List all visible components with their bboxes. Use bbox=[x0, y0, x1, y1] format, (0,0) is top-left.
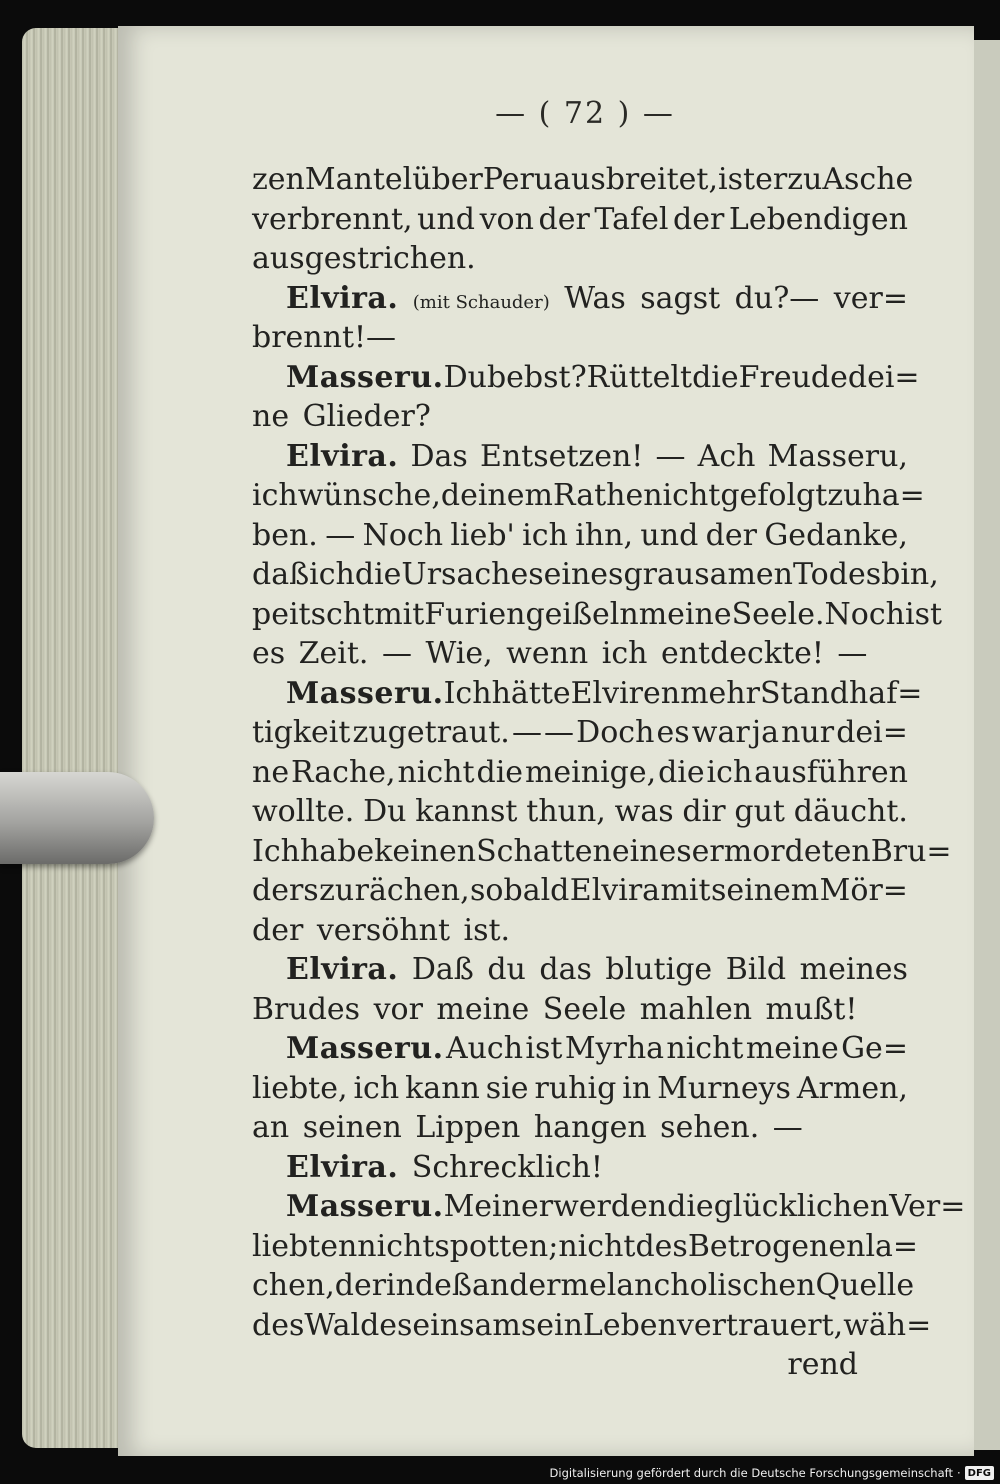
word: peitscht bbox=[252, 596, 375, 632]
speaker-name: Masseru. bbox=[286, 1189, 444, 1224]
word: über bbox=[412, 162, 483, 197]
word: liebte, bbox=[252, 1070, 348, 1106]
word: dei= bbox=[836, 715, 908, 750]
word: Freude bbox=[738, 359, 848, 395]
word: mahlen bbox=[639, 991, 753, 1027]
text-line bbox=[252, 516, 908, 556]
word: die bbox=[692, 359, 739, 395]
word: werden bbox=[553, 1189, 668, 1224]
word: nur bbox=[781, 715, 835, 750]
word: Doch bbox=[576, 715, 655, 750]
word: die bbox=[658, 754, 705, 790]
word: deinem bbox=[440, 478, 553, 513]
word: grausamen bbox=[623, 557, 793, 592]
word: sobald bbox=[470, 873, 570, 908]
word: kann bbox=[405, 1070, 480, 1106]
word: Ich bbox=[443, 675, 492, 711]
word: Was bbox=[564, 280, 626, 316]
text-line bbox=[252, 871, 908, 911]
word: du bbox=[487, 952, 526, 987]
word: zu bbox=[319, 873, 355, 908]
word: meines bbox=[799, 952, 908, 987]
word: Rathe bbox=[552, 478, 644, 513]
word: daß bbox=[252, 557, 310, 592]
facing-page-edge bbox=[972, 40, 1000, 1450]
word: Rache, bbox=[290, 754, 396, 790]
word: habe bbox=[299, 833, 375, 869]
word: Furiengeißeln bbox=[424, 596, 639, 632]
speaker-name: Masseru. bbox=[286, 359, 444, 395]
word: ermordeten bbox=[691, 833, 871, 869]
word: Mantel bbox=[304, 162, 413, 197]
separator-dot: · bbox=[957, 1466, 961, 1480]
speaker-name: Elvira. bbox=[286, 280, 399, 316]
word: ich bbox=[252, 478, 298, 513]
word: vor bbox=[373, 991, 423, 1027]
word: der bbox=[538, 201, 590, 237]
word: nicht bbox=[357, 1228, 435, 1264]
word: keinen bbox=[374, 833, 477, 869]
word: Du bbox=[363, 794, 407, 829]
word: ja bbox=[751, 715, 779, 750]
word: zen bbox=[252, 162, 305, 197]
word: Gedanke, bbox=[764, 517, 908, 553]
word: du?— bbox=[734, 280, 820, 316]
word: nicht bbox=[397, 754, 475, 790]
word: Standhaf= bbox=[759, 675, 923, 711]
word: rend bbox=[787, 1347, 858, 1382]
word: bin, bbox=[881, 557, 939, 592]
speaker-name: Elvira. bbox=[286, 952, 399, 987]
text-line bbox=[252, 950, 908, 990]
word: ich bbox=[706, 754, 753, 790]
word: und bbox=[640, 517, 699, 553]
text-line bbox=[252, 279, 908, 319]
word: ihn, bbox=[575, 517, 634, 553]
page-text bbox=[252, 160, 966, 1385]
word: war bbox=[691, 715, 750, 750]
word: was bbox=[614, 794, 674, 829]
word: seinem bbox=[710, 873, 820, 908]
word: bebst? bbox=[486, 359, 587, 395]
word: vertrauert, bbox=[676, 1307, 844, 1343]
word: ist bbox=[718, 162, 756, 197]
word: ist bbox=[904, 596, 943, 632]
word: chen, bbox=[252, 1268, 335, 1303]
word: tigkeit bbox=[252, 715, 351, 750]
word: glücklichen bbox=[713, 1189, 890, 1224]
word: Murneys bbox=[657, 1070, 791, 1106]
word: Entsetzen! bbox=[479, 438, 644, 474]
text-line bbox=[252, 674, 923, 714]
word: meine bbox=[745, 1031, 839, 1066]
word: eines bbox=[611, 833, 692, 869]
word: indeß bbox=[386, 1268, 472, 1303]
word: dir bbox=[682, 794, 726, 829]
word: sie bbox=[485, 1070, 529, 1106]
word: der bbox=[705, 517, 757, 553]
word: Ver= bbox=[889, 1189, 966, 1224]
word: verbrennt, bbox=[252, 201, 413, 237]
word: Leben bbox=[582, 1307, 677, 1343]
dfg-logo-icon: DFG bbox=[965, 1466, 994, 1480]
word: Zeit. bbox=[298, 636, 369, 671]
text-line bbox=[252, 832, 952, 872]
word: lieb' bbox=[450, 517, 515, 553]
word: Bru= bbox=[870, 833, 952, 869]
word: des bbox=[252, 1307, 305, 1343]
word: der bbox=[252, 912, 304, 948]
word: es bbox=[252, 636, 286, 671]
word: Ge= bbox=[841, 1031, 908, 1066]
word: Waldes bbox=[304, 1307, 413, 1343]
text-line bbox=[252, 595, 943, 635]
word: ders bbox=[252, 873, 319, 908]
word: ist bbox=[525, 1031, 563, 1066]
text-line bbox=[252, 239, 908, 279]
word: mit bbox=[374, 596, 425, 632]
text-line bbox=[252, 1345, 908, 1385]
word: melancholischen bbox=[560, 1268, 816, 1303]
word: la= bbox=[865, 1228, 919, 1264]
speaker-name: Masseru. bbox=[286, 1031, 444, 1066]
word: Rüttelt bbox=[586, 359, 693, 395]
word: gefolgt bbox=[720, 478, 828, 513]
word: an bbox=[471, 1268, 510, 1303]
text-line bbox=[252, 713, 908, 753]
text-line bbox=[252, 634, 908, 674]
word: ich bbox=[309, 557, 355, 592]
text-line bbox=[252, 1227, 919, 1267]
page-number-header: — ( 72 ) — bbox=[495, 96, 675, 131]
word: die bbox=[476, 754, 524, 790]
speaker-name: Elvira. bbox=[286, 1149, 399, 1185]
thumb-holding-page bbox=[0, 772, 154, 864]
word: Bild bbox=[725, 952, 787, 987]
text-line bbox=[252, 1108, 908, 1148]
word: ausführen bbox=[754, 754, 908, 790]
word: Seele bbox=[542, 991, 627, 1027]
word: Masseru, bbox=[767, 438, 908, 474]
word: Brudes bbox=[252, 991, 361, 1027]
word: Lebendigen bbox=[728, 201, 908, 237]
word: das bbox=[539, 952, 592, 987]
word: seines bbox=[528, 557, 624, 592]
word: Peru bbox=[482, 162, 554, 197]
word: Asche bbox=[822, 162, 914, 197]
word: Mör= bbox=[819, 873, 908, 908]
word: Seele. bbox=[731, 596, 825, 632]
text-line bbox=[252, 753, 908, 793]
word: blutige bbox=[605, 952, 713, 987]
stage-direction: (mit Schauder) bbox=[412, 291, 550, 313]
word: sein bbox=[520, 1307, 583, 1343]
text-line bbox=[252, 1029, 908, 1069]
word: gut bbox=[734, 794, 785, 829]
word: thun, bbox=[526, 794, 606, 829]
word: Noch bbox=[362, 517, 444, 553]
word: Armen, bbox=[796, 1070, 908, 1106]
word: Elvira bbox=[569, 873, 661, 908]
word: der bbox=[673, 201, 725, 237]
word: Noch bbox=[824, 596, 905, 632]
text-line bbox=[252, 555, 939, 595]
word: Das bbox=[410, 438, 468, 474]
word: — bbox=[325, 517, 356, 553]
word: ne bbox=[252, 399, 290, 434]
word: rächen, bbox=[354, 873, 470, 908]
word: ausgestrichen. bbox=[252, 241, 476, 276]
word: die bbox=[354, 557, 402, 592]
text-line bbox=[252, 1069, 908, 1109]
word: kannst bbox=[415, 794, 518, 829]
word: brennt!— bbox=[252, 320, 397, 355]
word: wäh= bbox=[843, 1307, 932, 1343]
word: ver= bbox=[833, 280, 908, 316]
word: einsam bbox=[412, 1307, 521, 1343]
word: Meiner bbox=[443, 1189, 554, 1224]
text-line bbox=[252, 990, 908, 1030]
word: die bbox=[667, 1189, 714, 1224]
word: sehen. bbox=[660, 1110, 760, 1145]
text-line bbox=[252, 200, 908, 240]
credit-text: Digitalisierung gefördert durch die Deutsche Forschungsgemeinschaft bbox=[549, 1466, 953, 1480]
word: Elviren bbox=[570, 675, 681, 711]
word: Lippen bbox=[415, 1110, 521, 1145]
word: versöhnt bbox=[316, 912, 451, 948]
word: spotten; bbox=[434, 1228, 559, 1264]
word: von bbox=[479, 201, 534, 237]
word: in bbox=[622, 1070, 652, 1106]
word: ich bbox=[353, 1070, 400, 1106]
word: sagst bbox=[640, 280, 721, 316]
text-line bbox=[252, 1266, 915, 1306]
word: wünsche, bbox=[297, 478, 441, 513]
word: — bbox=[655, 438, 686, 474]
word: — bbox=[544, 715, 575, 750]
word: ich bbox=[601, 636, 648, 671]
word: ich bbox=[522, 517, 568, 553]
word: und bbox=[417, 201, 476, 237]
word: seinen bbox=[302, 1110, 402, 1145]
word: Schatten bbox=[476, 833, 612, 869]
word: ruhig bbox=[534, 1070, 617, 1106]
word: meine bbox=[436, 991, 530, 1027]
word: es bbox=[656, 715, 690, 750]
text-line bbox=[252, 437, 908, 477]
word: er bbox=[755, 162, 788, 197]
word: meinige, bbox=[524, 754, 657, 790]
word: Myrha bbox=[564, 1031, 665, 1066]
word: — bbox=[511, 715, 542, 750]
word: des bbox=[635, 1228, 688, 1264]
word: wollte. bbox=[252, 794, 355, 829]
word: der bbox=[334, 1268, 387, 1303]
word: — bbox=[837, 636, 868, 671]
word: ne bbox=[252, 754, 290, 790]
text-line bbox=[252, 397, 908, 437]
word: Wie, bbox=[425, 636, 493, 671]
word: Auch bbox=[445, 1031, 524, 1066]
word: Glieder? bbox=[302, 399, 431, 434]
word: wenn bbox=[506, 636, 589, 671]
word: Betrogenen bbox=[687, 1228, 866, 1264]
word: Ich bbox=[252, 833, 300, 869]
word: zugetraut. bbox=[352, 715, 510, 750]
word: Du bbox=[443, 359, 487, 395]
word: zu bbox=[787, 162, 823, 197]
word: mußt! bbox=[765, 991, 858, 1027]
word: ausbreitet, bbox=[553, 162, 719, 197]
word: nicht bbox=[558, 1228, 636, 1264]
digitization-credit bbox=[550, 1466, 994, 1480]
word: hätte bbox=[491, 675, 571, 711]
word: däucht. bbox=[793, 794, 908, 829]
word: — bbox=[772, 1110, 803, 1145]
speaker-name: Elvira. bbox=[286, 438, 399, 474]
word: an bbox=[252, 1110, 290, 1145]
word: — bbox=[381, 636, 412, 671]
word: meine bbox=[638, 596, 732, 632]
text-line bbox=[252, 792, 908, 832]
text-line bbox=[252, 160, 914, 200]
word: hangen bbox=[533, 1110, 647, 1145]
text-line bbox=[252, 1187, 966, 1227]
text-line bbox=[252, 476, 925, 516]
word: Ursache bbox=[401, 557, 529, 592]
word: liebten bbox=[252, 1228, 358, 1264]
word: nicht bbox=[643, 478, 721, 513]
word: zu bbox=[827, 478, 863, 513]
speaker-name: Masseru. bbox=[286, 675, 444, 711]
word: dei= bbox=[847, 359, 920, 395]
word: Ach bbox=[697, 438, 756, 474]
text-line bbox=[252, 318, 908, 358]
word: ha= bbox=[862, 478, 925, 513]
text-line bbox=[252, 358, 920, 398]
word: entdeckte! bbox=[660, 636, 824, 671]
word: mehr bbox=[680, 675, 760, 711]
word: der bbox=[509, 1268, 561, 1303]
text-line bbox=[252, 1306, 932, 1346]
word: mit bbox=[660, 873, 711, 908]
word: ben. bbox=[252, 517, 318, 553]
word: Tafel bbox=[594, 201, 669, 237]
word: nicht bbox=[666, 1031, 744, 1066]
word: ist. bbox=[463, 912, 511, 948]
text-line bbox=[252, 911, 908, 951]
word: Schrecklich! bbox=[411, 1149, 603, 1185]
word: Todes bbox=[793, 557, 882, 592]
word: Quelle bbox=[815, 1268, 915, 1303]
text-line bbox=[252, 1148, 908, 1188]
word: Daß bbox=[411, 952, 474, 987]
